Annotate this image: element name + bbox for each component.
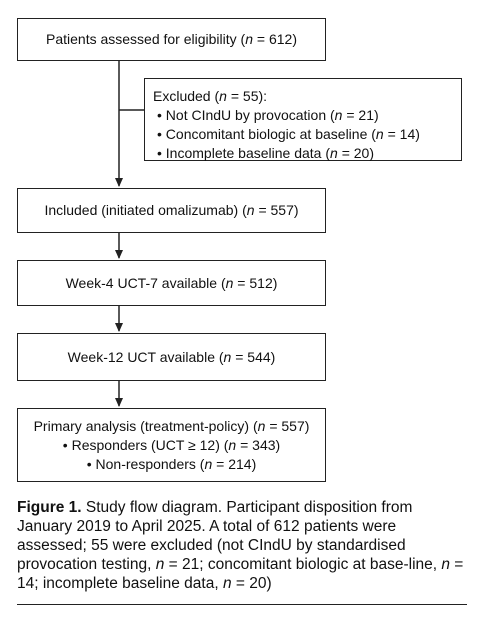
primary-item: • Non-responders (n = 214) [86,455,257,472]
caption-divider [17,604,467,605]
included-text: Included (initiated omalizumab) (n = 557) [44,202,299,218]
week4-text: Week-4 UCT-7 available (n = 512) [65,274,278,291]
excluded-item: • Concomitant biologic at baseline (n = 14) [157,126,420,142]
box-primary [17,408,326,482]
figure-caption-label: Figure 1. [17,499,82,516]
week12-text: Week-12 UCT available (n = 544) [67,348,276,365]
excluded-item: • Incomplete baseline data (n = 20) [157,145,375,161]
primary-title: Primary analysis (treatment-policy) (n = 557) [33,417,310,434]
box-week12 [17,333,326,381]
box-assessed [17,18,326,61]
assessed-text: Patients assessed for eligibility (n = 612) [46,31,297,47]
excluded-item: • Not CIndU by provocation (n = 21) [157,107,379,123]
excluded-title: Excluded (n = 55): [153,88,268,104]
box-included [17,188,326,233]
primary-item: • Responders (UCT ≥ 12) (n = 343) [62,436,281,453]
figure-caption: Figure 1. Study flow diagram. Participant disposition from January 2019 to April 2025. A total of 612 patients were assessed; 55 were excluded (not CIndU by standardised provocation testing, n = 21; concomitant biologic at base-line, n = 14; incomplete baseline data, n = 20) [17,499,464,592]
box-week4 [17,260,326,306]
box-excluded [144,78,462,161]
